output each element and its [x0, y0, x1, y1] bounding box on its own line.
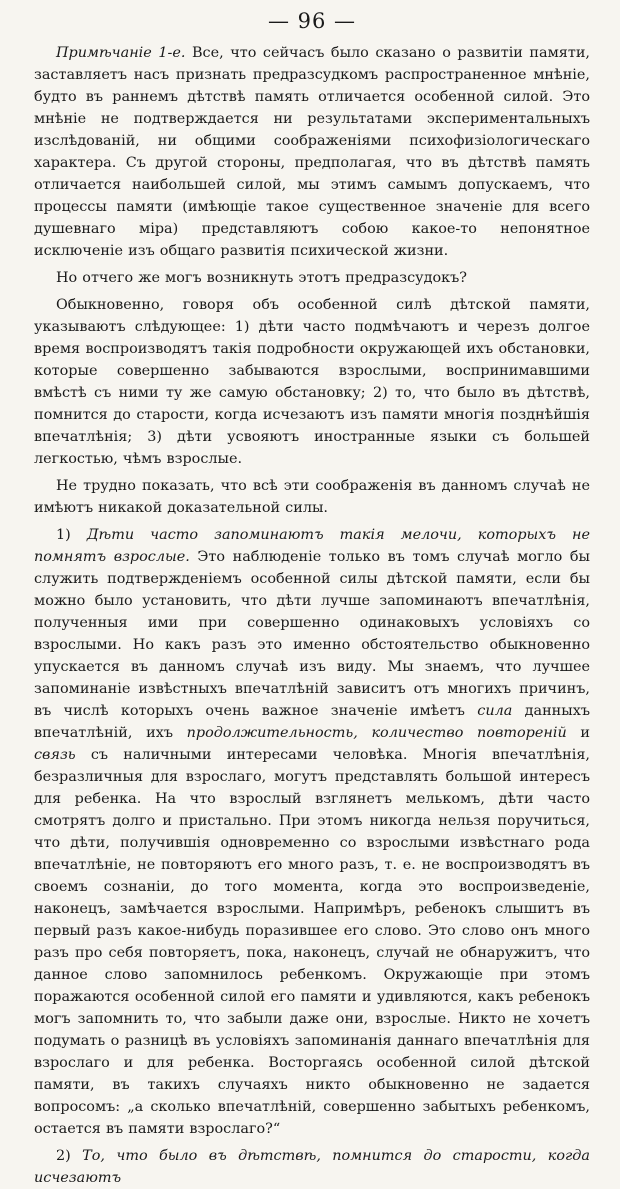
- point-1-number: 1): [56, 527, 87, 543]
- point-1-text-a: Это наблюденіе только въ томъ случаѣ могло бы служить подтвержденіемъ особенной силы дѣтской памяти, если бы можно было установить, что дѣти лучше запоминаютъ впечатлѣнія, полученныя ими при совершенно одинаковыхъ условіяхъ со взрослыми. Но какъ разъ это именно обстоятельство обыкновенно упускается въ данномъ случаѣ изъ виду. Мы знаемъ, что лучшее запоминаніе извѣстныхъ впечатлѣній зависитъ отъ многихъ причинъ, въ числѣ которыхъ очень важное значеніе имѣетъ: [34, 549, 590, 719]
- paragraph-note: [34, 42, 590, 262]
- paragraph-question: Но отчего же могъ возникнуть этотъ предразсудокъ?: [56, 270, 468, 286]
- paragraph-usual-arguments: Обыкновенно, говоря объ особенной силѣ дѣтской памяти, указываютъ слѣдующее: 1) дѣти часто подмѣчаютъ и черезъ долгое время воспроизводятъ такія подробности окружающей ихъ обстановки, которые совершенно забываются взрослыми, воспринимавшими вмѣстѣ съ ними ту же самую обстановку; 2) то, что было въ дѣтствѣ, помнится до старости, когда исчезаютъ изъ памяти многія позднѣйшія впечатлѣнія; 3) дѣти усвояютъ иностранные языки съ большей легкостью, чѣмъ взрослые.: [34, 297, 590, 467]
- paragraph-point-1: [34, 524, 590, 1140]
- page-number: — 96 —: [267, 9, 357, 33]
- point-1-em-strength: сила: [477, 703, 513, 719]
- note-text: Все, что сейчасъ было сказано о развитіи памяти, заставляетъ насъ признать предразсудкомъ распространенное мнѣніе, будто въ раннемъ дѣтствѣ память отличается особенной силой. Это мнѣніе не подтверждается ни результатами экспериментальныхъ изслѣдованій, ни общими соображеніями психофизіологическаго характера. Съ другой стороны, предполагая, что въ дѣтствѣ память отличается наибольшей силой, мы этимъ самымъ допускаемъ, что процессы памяти (имѣющіе такое существенное значеніе для всего душевнаго міра) представляютъ собою какое-то непонятное исключеніе изъ общаго развитія психической жизни.: [34, 45, 590, 259]
- point-1-text-d: съ наличными интересами человѣка. Многія впечатлѣнія, безразличныя для взрослаго, могутъ представлять большой интересъ для ребенка. На что взрослый взглянетъ мелькомъ, дѣти часто смотрятъ долго и пристально. При этомъ никогда нельзя поручиться, что дѣти, получившія одновременно со взрослыми извѣстнаго рода впечатлѣніе, не повторяютъ его много разъ, т. е. не воспроизводятъ въ своемъ сознаніи, до того момента, когда это воспроизведеніе, наконецъ, замѣчается взрослыми. Напримѣръ, ребенокъ слышитъ въ первый разъ какое-нибудь поразившее его слово. Это слово онъ много разъ про себя повторяетъ, пока, наконецъ, случай не обнаружитъ, что данное слово запомнилось ребенкомъ. Окружающіе при этомъ поражаются особенной силой его памяти и удивляются, какъ ребенокъ могъ запомнить то, что забыли даже они, взрослые. Никто не хочетъ подумать о разницѣ въ условіяхъ запоминанія даннаго впечатлѣнія для взрослаго и для ребенка. Восторгаясь особенной силой дѣтской памяти, въ такихъ случаяхъ никто обыкновенно не задается вопросомъ: „а сколько впечатлѣній, совершенно забытыхъ ребенкомъ, остается въ памяти взрослаго?“: [34, 747, 590, 1137]
- paragraph-rebuttal: Не трудно показать, что всѣ эти соображенія въ данномъ случаѣ не имѣютъ никакой доказательной силы.: [34, 478, 590, 516]
- point-1-thesis: Дѣти часто запоминаютъ такія мелочи, которыхъ не помнятъ взрослые.: [34, 527, 590, 565]
- point-2-number: 2): [56, 1148, 83, 1164]
- point-1-em-connection: связь: [34, 747, 76, 763]
- note-lead: Примѣчаніе 1-е.: [56, 45, 186, 61]
- paragraph-point-2: [34, 1145, 590, 1189]
- point-2-thesis: То, что было въ дѣтствѣ, помнится до старости, когда исчезаютъ: [34, 1148, 590, 1186]
- point-1-em-duration: продолжительность, количество повтореній: [186, 725, 567, 741]
- point-1-text-c: и: [566, 725, 590, 741]
- point-1-text-b: данныхъ впечатлѣній, ихъ: [34, 703, 590, 741]
